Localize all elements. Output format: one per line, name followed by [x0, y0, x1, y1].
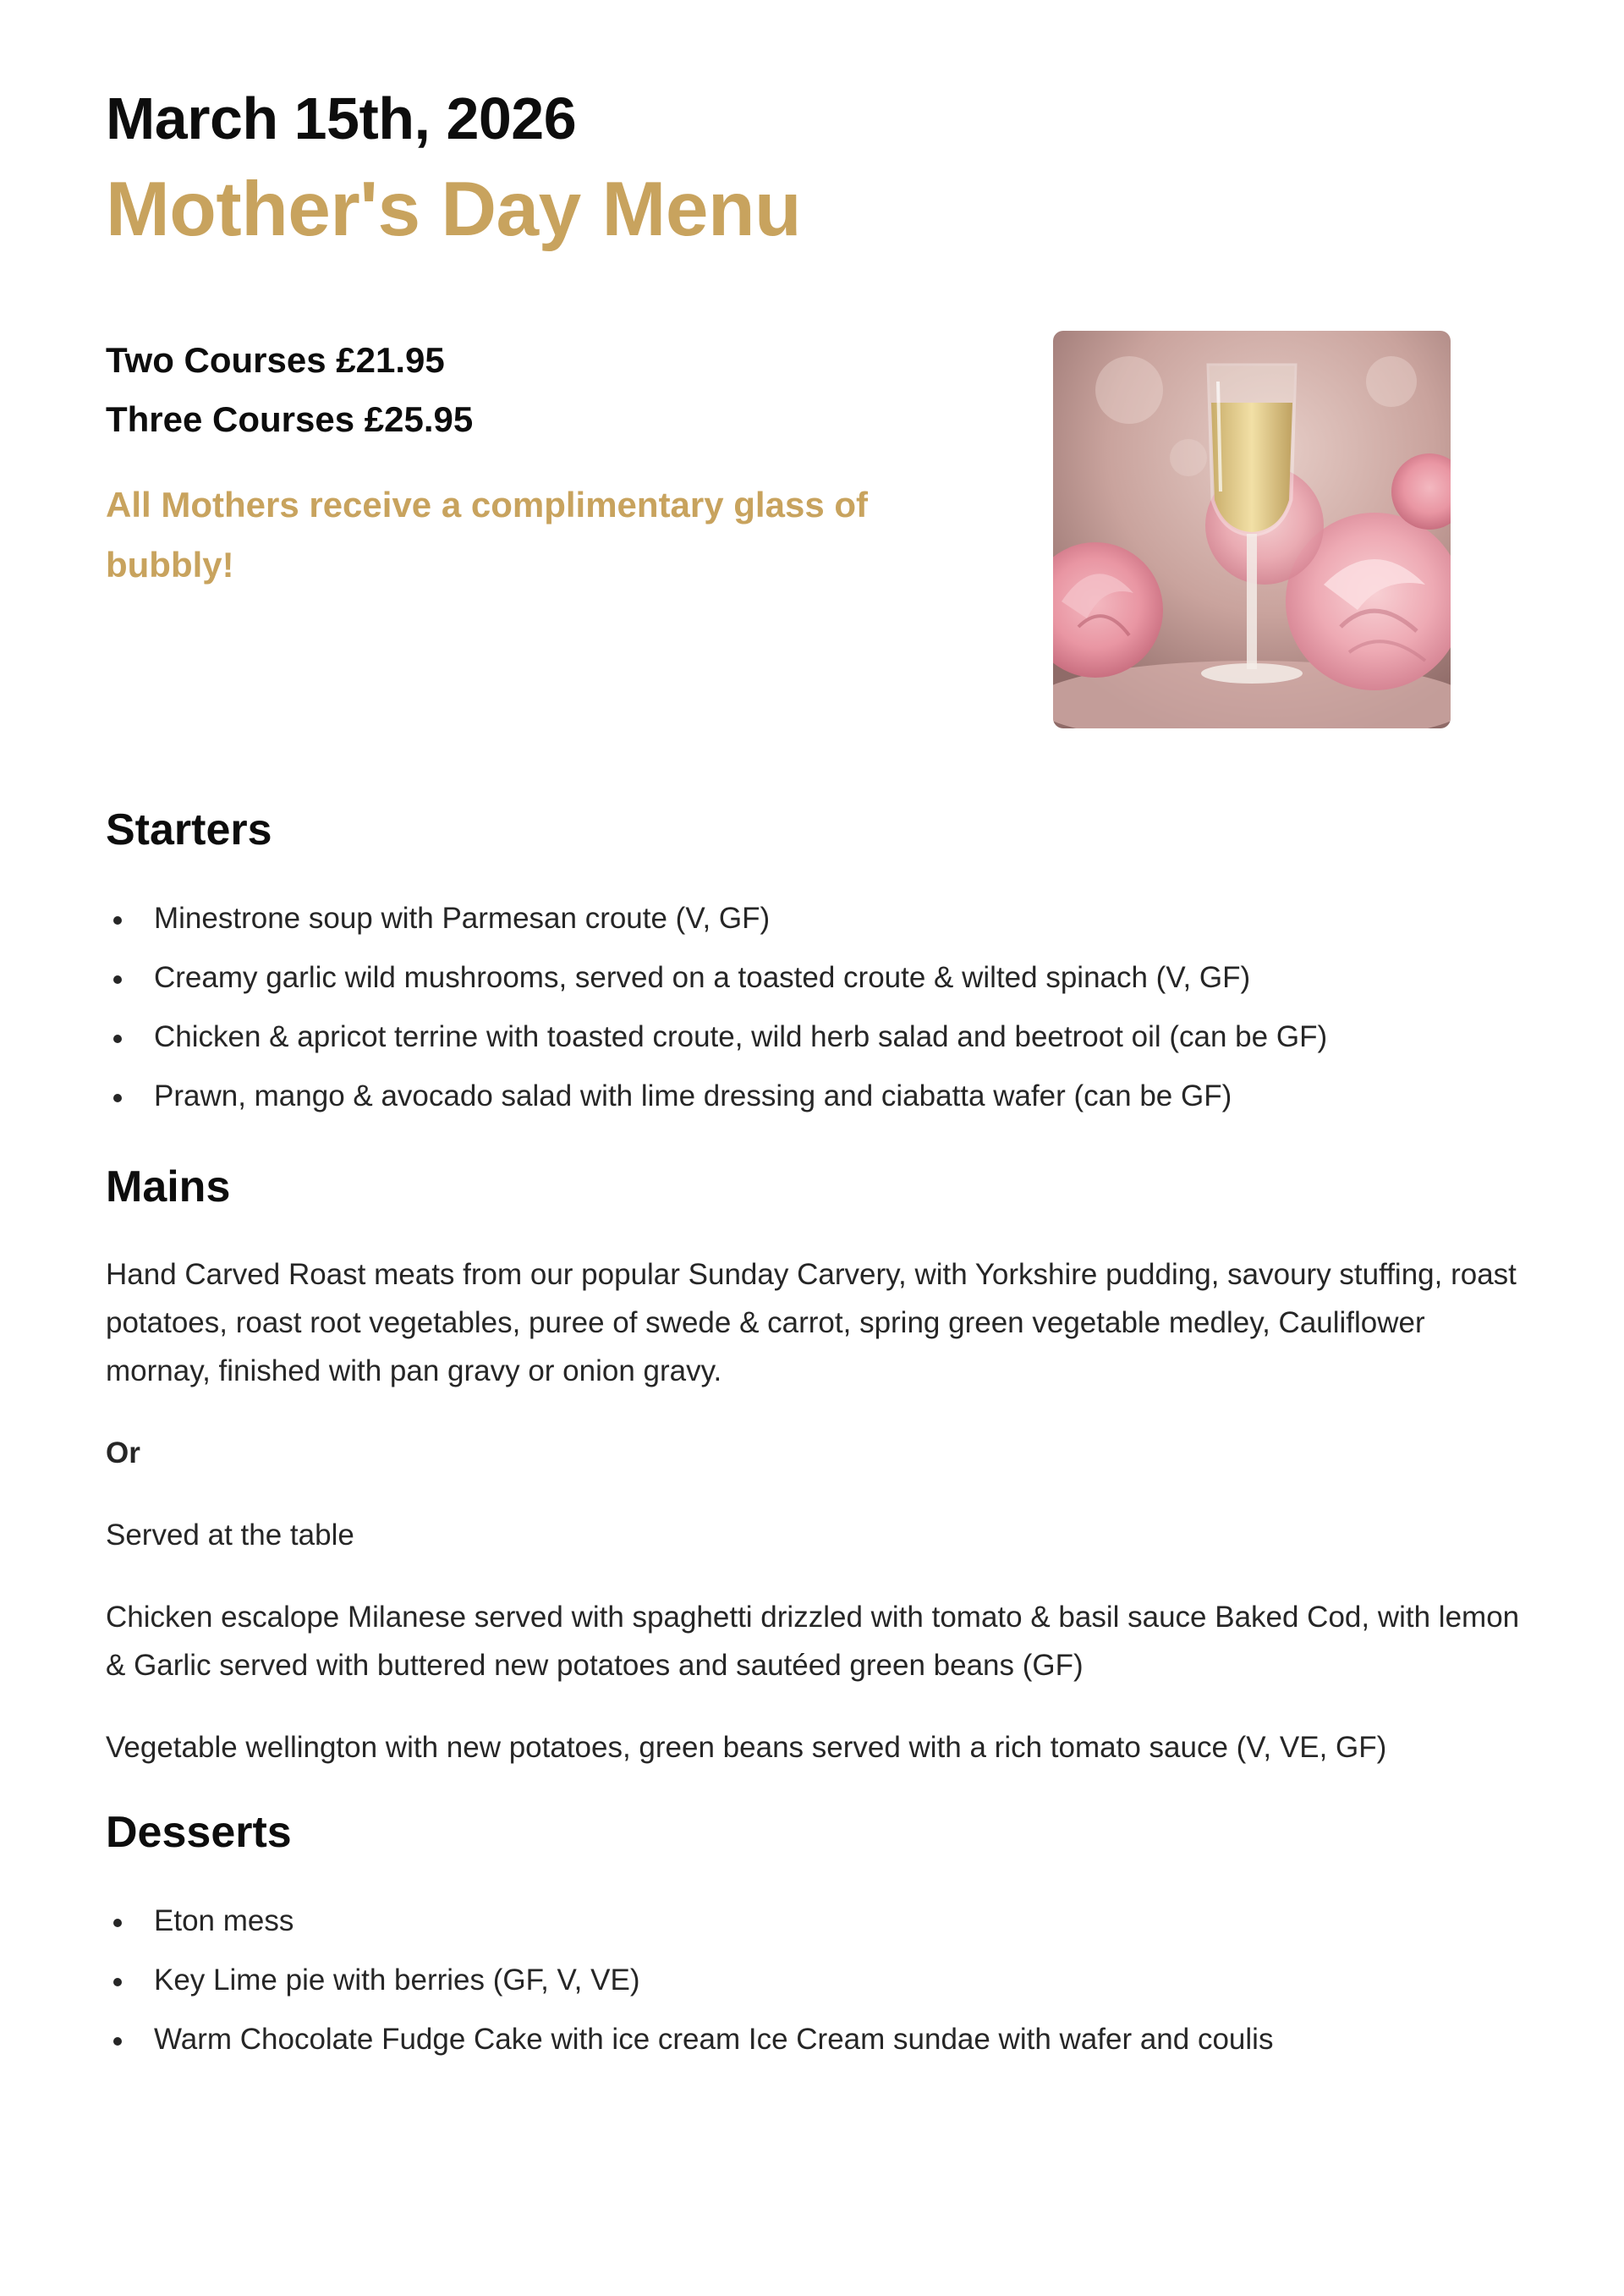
menu-page	[106, 80, 1527, 2069]
list-item: Prawn, mango & avocado salad with lime dressing and ciabatta wafer (can be GF)	[106, 1067, 1527, 1126]
promo-text: All Mothers receive a complimentary glass of bubbly!	[106, 485, 868, 585]
starters-list	[106, 889, 1527, 1126]
list-item: Eton mess	[106, 1892, 1527, 1951]
list-item: Chicken & apricot terrine with toasted croute, wild herb salad and beetroot oil (can be GF)	[106, 1008, 1527, 1067]
main-option-vegetable-wellington: Vegetable wellington with new potatoes, green beans served with a rich tomato sauce (V, VE, GF)	[106, 1731, 1387, 1764]
pricing-section	[106, 331, 1527, 728]
two-courses-price: Two Courses £21.95	[106, 340, 445, 380]
list-item: Warm Chocolate Fudge Cake with ice cream Ice Cream sundae with wafer and coulis	[106, 2010, 1527, 2069]
champagne-roses-image	[1053, 331, 1451, 728]
desserts-list	[106, 1892, 1527, 2069]
menu-date: March 15th, 2026	[106, 85, 577, 151]
list-item: Minestrone soup with Parmesan croute (V, GF)	[106, 889, 1527, 948]
mains-heading: Mains	[106, 1162, 231, 1211]
starters-heading: Starters	[106, 805, 272, 854]
list-item: Key Lime pie with berries (GF, V, VE)	[106, 1951, 1527, 2010]
complimentary-bubbly-note	[106, 475, 952, 595]
menu-title: Mother's Day Menu	[106, 167, 802, 252]
three-courses-price: Three Courses £25.95	[106, 399, 474, 439]
or-separator: Or	[106, 1436, 140, 1469]
carvery-description: Hand Carved Roast meats from our popular Sunday Carvery, with Yorkshire pudding, savoury stuffing, roast potatoes, roast root vegetables, puree of swede & carrot, spring green vegetable medley, Cauliflower mornay, finished with pan gravy or onion gravy.	[106, 1258, 1517, 1387]
desserts-heading: Desserts	[106, 1808, 292, 1857]
champagne-roses-illustration	[1053, 331, 1451, 728]
served-at-table-note: Served at the table	[106, 1519, 354, 1552]
pricing-block	[106, 331, 952, 595]
main-option-chicken-cod: Chicken escalope Milanese served with spaghetti drizzled with tomato & basil sauce Baked Cod, with lemon & Garlic served with buttered new potatoes and sautéed green beans (GF)	[106, 1601, 1520, 1682]
list-item: Creamy garlic wild mushrooms, served on a toasted croute & wilted spinach (V, GF)	[106, 948, 1527, 1008]
